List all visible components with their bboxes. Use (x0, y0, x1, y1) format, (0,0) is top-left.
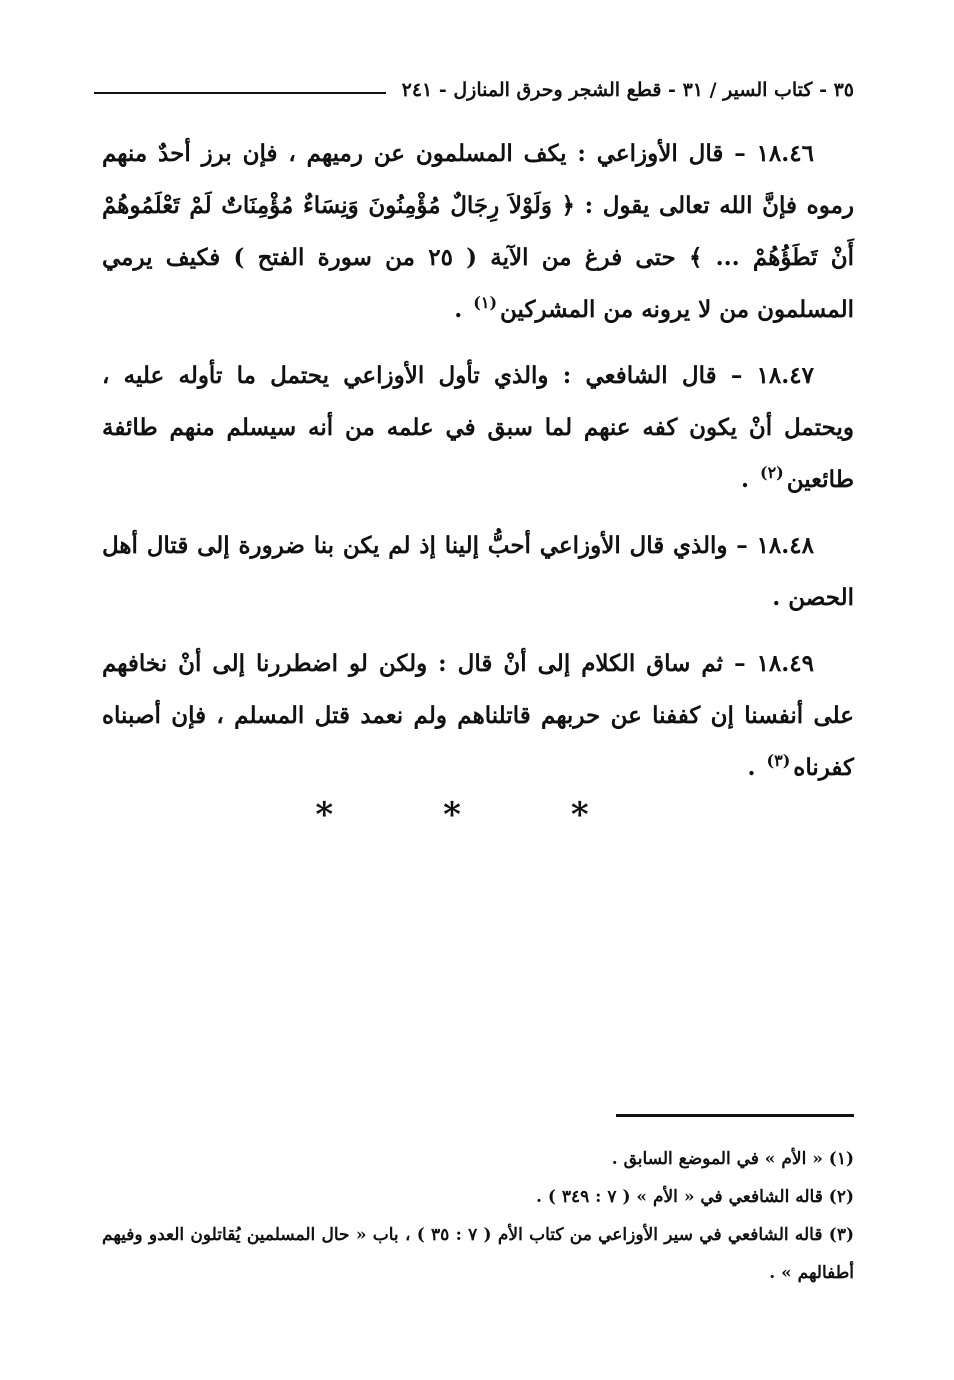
paragraph-text: – والذي قال الأوزاعي أحبُّ إلينا إذ لم يكن بنا ضرورة إلى قتال أهل الحصن . (102, 532, 854, 611)
footnote-ref[interactable]: (١) (473, 293, 498, 313)
footnote-2: (٢) قاله الشافعي في « الأم » ( ٧ : ٣٤٩ ) . (536, 1187, 854, 1207)
footnote-3: (٣) قاله الشافعي في سير الأوزاعي من كتاب الأم ( ٧ : ٣٥ ) ، باب « حال المسلمين يُقاتلون العدو وفيهم أطفالهم » . (102, 1225, 854, 1283)
footnotes (102, 1140, 854, 1292)
paragraph-number: ١٨.٤٦ (756, 140, 814, 167)
footnote-ref[interactable]: (٢) (759, 463, 784, 483)
separator-star: * (443, 795, 511, 835)
paragraph-18-46 (102, 128, 854, 336)
header-title: ٣٥ - كتاب السير / ٣١ - قطع الشجر وحرق المنازل - ٢٤١ (401, 79, 854, 101)
separator-star: * (315, 795, 384, 835)
paragraph-end: . (740, 466, 757, 493)
paragraph-number: ١٨.٤٩ (756, 650, 814, 677)
paragraph-number: ١٨.٤٧ (756, 362, 814, 389)
paragraph-end: . (747, 754, 764, 781)
paragraph-text: – ثم ساق الكلام إلى أنْ قال : ولكن لو اضطررنا إلى أنْ نخافهم على أنفسنا إن كففنا عن حربهم قاتلناهم ولم نعمد قتل المسلم ، فإن أصبناه كفرناه (102, 650, 854, 781)
separator-star: * (570, 795, 639, 835)
paragraph-text: – قال الأوزاعي : يكف المسلمون عن رميهم ، فإن برز أحدٌ منهم رموه فإنَّ الله تعالى يقول : ﴿ وَلَوْلاَ رِجَالٌ مُؤْمِنُونَ وَنِسَاءٌ مُؤْمِنَاتٌ لَمْ تَعْلَمُوهُمْ أَنْ تَطَؤُهُمْ ... ﴾ حتى فرغ من الآية ( ٢٥ من سورة الفتح ) فكيف يرمي المسلمون من لا يرونه من المشركين (102, 140, 854, 323)
running-header (94, 70, 854, 110)
footnote-ref[interactable]: (٣) (766, 751, 791, 771)
paragraph-number: ١٨.٤٨ (756, 532, 814, 559)
paragraph-text: – قال الشافعي : والذي تأول الأوزاعي يحتمل ما تأوله عليه ، ويحتمل أنْ يكون كفه عنهم لما سبق في علمه من أنه سيسلم منهم طائفة طائعين (102, 362, 854, 493)
main-text (102, 128, 854, 808)
header-rule (94, 92, 386, 94)
section-separator (0, 795, 954, 835)
paragraph-18-48 (102, 520, 854, 624)
paragraph-18-49 (102, 638, 854, 794)
footnote-rule (616, 1114, 854, 1117)
paragraph-end: . (454, 296, 471, 323)
paragraph-18-47 (102, 350, 854, 506)
footnote-1: (١) « الأم » في الموضع السابق . (611, 1149, 854, 1169)
